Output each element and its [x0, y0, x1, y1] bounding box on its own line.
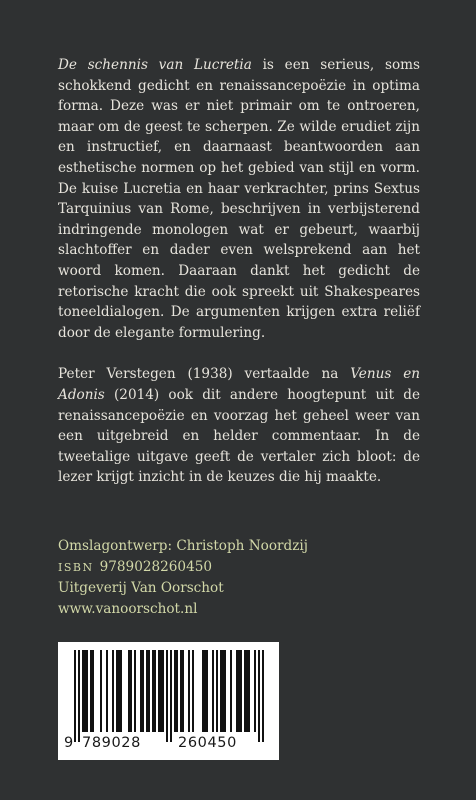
barcode-bar: [78, 650, 80, 742]
barcode-bar: [206, 650, 208, 732]
book-title: De schennis van Lucretia: [58, 57, 252, 73]
barcode-bar: [166, 650, 168, 742]
barcode-bar: [216, 650, 218, 732]
barcode-bar: [170, 650, 172, 742]
barcode-bar: [220, 650, 222, 732]
barcode-bar: [182, 650, 184, 732]
barcode-left-group: 789028: [82, 735, 141, 751]
barcode-bar: [240, 650, 242, 732]
blurb-paragraph-2-text-a: Peter Verstegen (1938) vertaalde na: [58, 366, 351, 383]
cover-design-credit: Omslagontwerp: Christoph Noordzij: [58, 538, 308, 554]
barcode-bar: [248, 650, 250, 732]
barcode-bar: [74, 650, 76, 742]
barcode-bar: [134, 650, 136, 732]
barcode-bar: [244, 650, 246, 732]
blurb-paragraph-1-text: is een serieus, soms schokkend gedicht en renaissancepoëzie in optima forma. Deze was er niet primair om te ontroeren, maar om de geest te scherpen. Ze wilde erudiet zijn en instructief, en daarnaast beantwoorden aan esthetische normen op het gebied van stijl en vorm. De kuise Lucretia en haar verkrachter, prins Sextus Tarquinius van Rome, beschrijven in verbijsterend indringende monologen wat er gebeurt, waarbij slachtoffer en dader even welsprekend aan het woord komen. Daaraan dankt het gedicht de retorische kracht die ook spreekt uit Shakespeares toneeldialogen. De argumenten krijgen extra reliëf door de elegante formulering.: [58, 57, 420, 341]
barcode-bar: [142, 650, 144, 732]
barcode-bar: [176, 650, 178, 732]
barcode-bar: [202, 650, 204, 732]
barcode-bar: [152, 650, 154, 732]
isbn-label: ISBN: [58, 560, 94, 574]
blurb-text: [58, 55, 420, 509]
earlier-book-title: Venus en Adonis: [58, 366, 420, 403]
barcode-bar: [236, 650, 238, 732]
isbn-number: 9789028260450: [99, 558, 213, 575]
barcode-bar: [106, 650, 108, 732]
barcode-bar: [128, 650, 130, 732]
barcode-bar: [224, 650, 226, 732]
isbn-line: [58, 557, 308, 579]
barcode-bar: [174, 650, 176, 732]
barcode-bar: [100, 650, 102, 732]
barcode-bar: [116, 650, 118, 732]
barcode-bar: [222, 650, 224, 732]
barcode-bar: [204, 650, 206, 732]
barcode-bar: [238, 650, 240, 732]
barcode-right-group: 260450: [178, 735, 237, 751]
barcode-bar: [86, 650, 88, 732]
barcode-bar: [246, 650, 248, 732]
blurb-paragraph-2-text-b: (2014) ook dit andere hoogtepunt uit de renaissancepoëzie en voorzag het geheel weer van een uitgebreid en helder commentaar. In de tweetalige uitgave geeft de vertaler zich bloot: de lezer krijgt inzicht in de keuzes die hij maakte.: [58, 386, 420, 486]
barcode-bar: [118, 650, 120, 732]
publisher-website: www.vanoorschot.nl: [58, 600, 198, 617]
barcode-digits: [60, 735, 277, 757]
barcode-bar: [258, 650, 260, 742]
barcode-bar: [112, 650, 114, 732]
barcode-bar: [148, 650, 150, 732]
barcode-bar: [160, 650, 162, 732]
blurb-paragraph-2: [58, 364, 420, 488]
barcode-bar: [212, 650, 214, 732]
barcode-bar: [90, 650, 92, 732]
barcode-bar: [180, 650, 182, 732]
barcode-bar: [158, 650, 160, 732]
barcode-bar: [192, 650, 194, 732]
barcode-bar: [262, 650, 264, 742]
credits: [58, 536, 308, 619]
barcode-bar: [188, 650, 190, 732]
barcode-bar: [254, 650, 256, 732]
barcode-bar: [82, 650, 84, 732]
publisher-name: Uitgeverij Van Oorschot: [58, 580, 224, 597]
barcode-bar: [84, 650, 86, 732]
barcode-bar: [162, 650, 164, 732]
barcode-bar: [146, 650, 148, 732]
barcode-bar: [154, 650, 156, 732]
barcode-bar: [130, 650, 132, 732]
barcode-bar: [120, 650, 122, 732]
barcode-bar: [140, 650, 142, 732]
barcode: [58, 642, 279, 760]
barcode-bar: [230, 650, 232, 732]
blurb-paragraph-1: [58, 55, 420, 343]
barcode-lead-digit: 9: [64, 735, 74, 751]
barcode-bar: [92, 650, 94, 732]
